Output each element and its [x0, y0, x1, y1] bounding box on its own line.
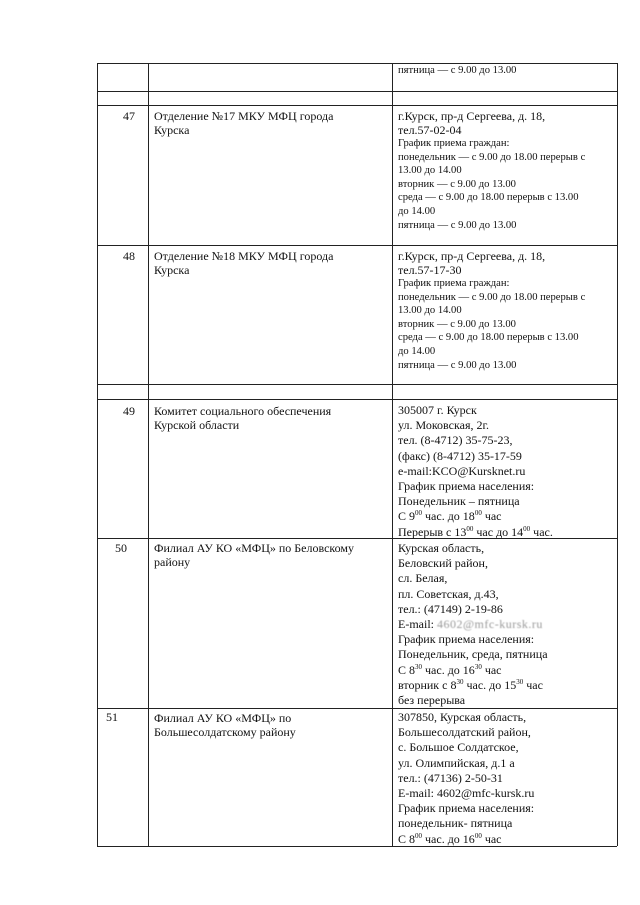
row-number: 48 — [123, 249, 135, 263]
email-link: 4602@mfc-kursk.ru — [437, 617, 543, 632]
row-number: 51 — [106, 710, 118, 724]
organization-name: Отделение №17 МКУ МФЦ города Курска — [154, 109, 334, 137]
contact-info: 307850, Курская область, Большесолдатский район, с. Большое Солдатское, ул. Олимпийская, д.1 а тел.: (47136) 2-50-31 E-mail: 4602@mfc-kursk.ru График приема населения: понедельник- пятница С $8^{00}$ час. до $16^{00}$ час — [398, 710, 535, 846]
contact-info: 305007 г. Курск ул. Моковская, 2г. тел. (8-4712) 35-75-23, (факс) (8-4712) 35-17-59 e-mail:KCO@Kursknet.ru График приема населения: Понедельник – пятница С $9^{00}$ час. до $18^{00}$ час Перерыв с $13^{00}$ час до $14^{00}$ час. — [398, 403, 553, 539]
table-row-divider — [97, 105, 617, 106]
organization-name: Отделение №18 МКУ МФЦ города Курска — [154, 249, 334, 277]
table-row-divider — [97, 399, 617, 400]
email-link: E-mail: 4602@mfc-kursk.ru — [398, 786, 535, 801]
table-row-divider — [97, 245, 617, 246]
table-column-divider — [148, 63, 149, 846]
row-number: 49 — [123, 404, 135, 418]
row-number: 47 — [123, 109, 135, 123]
table-column-divider — [392, 63, 393, 846]
organization-name: Комитет социального обеспечения Курской области — [154, 404, 332, 432]
organization-name: Филиал АУ КО «МФЦ» по Беловскому району — [154, 541, 355, 569]
table-row-divider — [97, 91, 617, 92]
table-border-bottom — [97, 846, 617, 847]
continued-cell-text: пятница — с 9.00 до 13.00 — [398, 65, 517, 76]
email-link: e-mail:KCO@Kursknet.ru — [398, 463, 526, 478]
table-border-right — [617, 63, 618, 846]
table-row-divider — [97, 384, 617, 385]
contact-info: г.Курск, пр-д Сергеева, д. 18, тел.57-02-04 График приема граждан: понедельник — с 9.00 до 18.00 перерыв с 13.00 до 14.00 вторник — с 9.00 до 13.00 среда — с 9.00 до 18.00 перерыв с 13.00 до 14.00 пятница — с 9.00 до 13.00 — [398, 109, 586, 231]
organization-name: Филиал АУ КО «МФЦ» по Большесолдатскому району — [154, 711, 296, 739]
contact-info: Курская область, Беловский район, сл. Белая, пл. Советская, д.43, тел.: (47149) 2-19-86 E-mail: 4602@mfc-kursk.ru График приема населения: Понедельник, среда, пятница С $8^{30}$ час. до $16^{30}$ час вторник с $8^{30}$ час. до $15^{30}$ час без перерыва — [398, 541, 548, 708]
row-number: 50 — [115, 541, 127, 555]
table-border-left — [97, 63, 98, 846]
contact-info: г.Курск, пр-д Сергеева, д. 18, тел.57-17-30 График приема граждан: понедельник — с 9.00 до 18.00 перерыв с 13.00 до 14.00 вторник — с 9.00 до 13.00 среда — с 9.00 до 18.00 перерыв с 13.00 до 14.00 пятница — с 9.00 до 13.00 — [398, 249, 586, 371]
table-border-top — [97, 63, 617, 64]
